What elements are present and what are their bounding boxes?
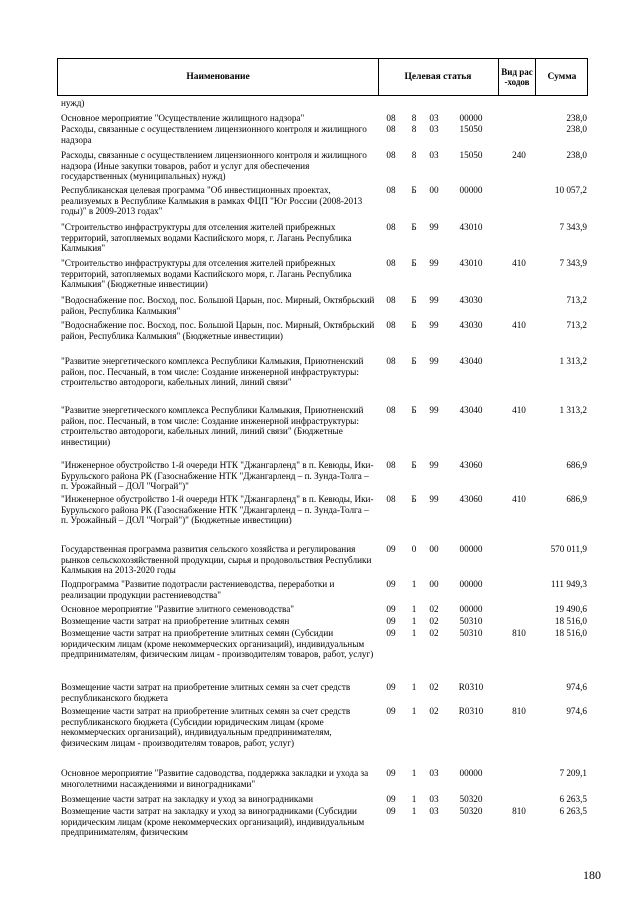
- row-code-a: 08: [386, 258, 396, 268]
- row-vid: 410: [512, 494, 526, 504]
- row-code-c: 99: [429, 295, 439, 305]
- row-code-d: 00000: [459, 113, 483, 123]
- row-code-a: 08: [386, 185, 396, 195]
- row-code-b: Б: [411, 320, 417, 330]
- row-code-a: 09: [386, 544, 396, 554]
- row-vid: 810: [512, 628, 526, 638]
- row-code-d: 43030: [459, 320, 483, 330]
- table-header: [57, 58, 588, 96]
- row-code-a: 08: [386, 460, 396, 470]
- row-code-d: 43010: [459, 258, 483, 268]
- row-sum: 10 057,2: [554, 185, 587, 195]
- row-code-c: 02: [429, 628, 439, 638]
- row-sum: 7 343,9: [559, 258, 587, 268]
- row-code-b: 1: [411, 604, 417, 614]
- row-vid: 810: [512, 706, 526, 716]
- row-code-b: 1: [411, 579, 417, 589]
- row-sum: 7 209,1: [559, 768, 587, 778]
- row-code-a: 09: [386, 604, 396, 614]
- row-name: "Строительство инфраструктуры для отселения жителей прибрежных территорий, затопляемых водами Каспийского моря, г. Лагань Республика Калмыкия": [61, 222, 352, 254]
- row-code-d: 43010: [459, 222, 483, 232]
- row-vid: 410: [512, 320, 526, 330]
- row-sum: 686,9: [566, 494, 587, 504]
- row-code-a: 08: [386, 150, 396, 160]
- row-name: Возмещение части затрат на приобретение элитных семян за счет средств республиканского бюджета (Субсидии юридическим лицам (кроме некоммерческих организаций), индивидуальным предпринимателям, физическим лицам - производителям товаров, работ, услуг): [61, 706, 351, 748]
- row-code-a: 08: [386, 124, 396, 134]
- header-sum: Сумма: [547, 71, 577, 82]
- row-code-c: 99: [429, 494, 439, 504]
- row-code-c: 99: [429, 405, 439, 415]
- row-code-b: Б: [411, 405, 417, 415]
- row-sum: 1 313,2: [559, 405, 587, 415]
- row-name: "Инженерное обустройство 1-й очереди НТК "Джангарленд" в п. Кевюды, Ики-Бурульского района РК (Газоснабжение НТК "Джангарленд – п. Зунда-Толга – п. Урожайный – ДОЛ "Чограй")": [61, 460, 374, 492]
- row-code-a: 09: [386, 706, 396, 716]
- row-code-d: 00000: [459, 185, 483, 195]
- row-code-d: 43060: [459, 494, 483, 504]
- row-code-d: 00000: [459, 579, 483, 589]
- row-sum: 238,0: [566, 150, 587, 160]
- row-code-b: 1: [411, 806, 417, 816]
- row-code-d: 00000: [459, 604, 483, 614]
- row-code-d: 00000: [459, 768, 483, 778]
- row-code-c: 00: [429, 579, 439, 589]
- row-code-c: 02: [429, 616, 439, 626]
- row-code-a: 09: [386, 794, 396, 804]
- row-code-d: R0310: [458, 706, 484, 716]
- row-code-d: 43040: [459, 405, 483, 415]
- row-name: Расходы, связанные с осуществлением лицензионного контроля и жилищного надзора: [61, 124, 367, 145]
- row-code-d: 50310: [459, 616, 483, 626]
- row-name: Основное мероприятие "Развитие элитного семеноводства": [61, 604, 295, 614]
- row-code-b: 1: [411, 628, 417, 638]
- row-code-c: 03: [429, 768, 439, 778]
- row-code-a: 08: [386, 494, 396, 504]
- row-name: Возмещение части затрат на приобретение элитных семян: [61, 616, 290, 626]
- row-sum: 974,6: [566, 682, 587, 692]
- row-sum: 570 011,9: [550, 544, 587, 554]
- row-name: "Водоснабжение пос. Восход, пос. Большой Царын, пос. Мирный, Октябрьский район, Республика Калмыкия" (Бюджетные инвестиции): [61, 320, 375, 341]
- row-code-c: 99: [429, 460, 439, 470]
- row-code-d: 43040: [459, 356, 483, 366]
- row-code-d: 00000: [459, 544, 483, 554]
- row-vid: 410: [512, 405, 526, 415]
- row-sum: 713,2: [566, 320, 587, 330]
- row-name: Возмещение части затрат на закладку и уход за виноградниками (Субсидии юридическим лицам (кроме некоммерческих организаций), индивидуальным предпринимателям, физическим: [61, 806, 365, 838]
- row-code-b: 1: [411, 794, 417, 804]
- row-code-b: Б: [411, 258, 417, 268]
- row-code-b: 0: [411, 544, 417, 554]
- row-code-b: Б: [411, 356, 417, 366]
- row-code-d: 15050: [459, 124, 483, 134]
- row-name: "Водоснабжение пос. Восход, пос. Большой Царын, пос. Мирный, Октябрьский район, Республика Калмыкия": [61, 295, 375, 316]
- row-code-a: 09: [386, 616, 396, 626]
- row-name: "Развитие энергетического комплекса Республики Калмыкия, Приютненский район, пос. Песчаный, в том числе: Создание инженерной инфраструктуры: строительство автодороги, кабельных линий, линий связи": [61, 356, 364, 388]
- row-code-c: 03: [429, 806, 439, 816]
- row-sum: 18 516,0: [554, 628, 587, 638]
- row-code-d: R0310: [458, 682, 484, 692]
- row-vid: 410: [512, 258, 526, 268]
- row-code-c: 99: [429, 356, 439, 366]
- row-code-b: 8: [411, 113, 417, 123]
- row-code-d: 43060: [459, 460, 483, 470]
- row-code-c: 03: [429, 113, 439, 123]
- row-name: "Развитие энергетического комплекса Республики Калмыкия, Приютненский район, пос. Песчаный, в том числе: Создание инженерной инфраструктуры: строительство автодороги, кабельных линий, линий связи" (Бюджетные инвестиции): [61, 405, 364, 447]
- row-code-c: 02: [429, 706, 439, 716]
- row-code-d: 50310: [459, 628, 483, 638]
- row-code-c: 00: [429, 185, 439, 195]
- row-sum: 1 313,2: [559, 356, 587, 366]
- row-sum: 111 949,3: [550, 579, 587, 589]
- row-sum: 6 263,5: [559, 806, 587, 816]
- header-name: Наименование: [186, 71, 250, 82]
- row-code-d: 50320: [459, 806, 483, 816]
- row-code-a: 09: [386, 682, 396, 692]
- row-sum: 6 263,5: [559, 794, 587, 804]
- row-name: Расходы, связанные с осуществлением лицензионного контроля и жилищного надзора (Иные закупки товаров, работ и услуг для обеспечения государственных (муниципальных) нужд): [61, 150, 367, 182]
- row-code-c: 02: [429, 682, 439, 692]
- row-code-b: 8: [411, 150, 417, 160]
- row-code-a: 08: [386, 405, 396, 415]
- header-target: Целевая статья: [404, 71, 472, 82]
- page-number: 180: [583, 868, 601, 882]
- row-code-d: 43030: [459, 295, 483, 305]
- row-code-c: 03: [429, 150, 439, 160]
- row-name: Возмещение части затрат на приобретение элитных семян за счет средств республиканского бюджета: [61, 682, 351, 703]
- row-code-b: 8: [411, 124, 417, 134]
- row-code-a: 09: [386, 768, 396, 778]
- row-code-a: 08: [386, 113, 396, 123]
- row-name: Государственная программа развития сельского хозяйства и регулирования рынков сельскохозяйственной продукции, сырья и продовольствия Республики Калмыкия на 2013-2020 годы: [61, 544, 372, 576]
- row-name: "Строительство инфраструктуры для отселения жителей прибрежных территорий, затопляемых водами Каспийского моря, г. Лагань Республика Калмыкия" (Бюджетные инвестиции): [61, 258, 352, 290]
- row-code-c: 03: [429, 794, 439, 804]
- row-sum: 7 343,9: [559, 222, 587, 232]
- row-code-b: 1: [411, 616, 417, 626]
- row-sum: 974,6: [566, 706, 587, 716]
- row-name: Основное мероприятие "Осуществление жилищного надзора": [61, 113, 305, 123]
- row-code-b: Б: [411, 494, 417, 504]
- row-code-b: 1: [411, 682, 417, 692]
- row-code-d: 50320: [459, 794, 483, 804]
- row-code-c: 00: [429, 544, 439, 554]
- row-code-a: 08: [386, 295, 396, 305]
- row-code-b: 1: [411, 768, 417, 778]
- row-sum: 713,2: [566, 295, 587, 305]
- row-name: Возмещение части затрат на приобретение элитных семян (Субсидии юридическим лицам (кроме некоммерческих организаций), индивидуальным предпринимателям, физическим лицам - производителям товаров, работ, услуг): [61, 628, 374, 660]
- row-code-b: Б: [411, 295, 417, 305]
- row-name: Основное мероприятие "Развитие садоводства, поддержка закладки и ухода за многолетними насаждениями и виноградниками": [61, 768, 369, 789]
- row-sum: 238,0: [566, 113, 587, 123]
- row-code-a: 09: [386, 579, 396, 589]
- row-name: "Инженерное обустройство 1-й очереди НТК "Джангарленд" в п. Кевюды, Ики-Бурульского района РК (Газоснабжение НТК "Джангарленд – п. Зунда-Толга – п. Урожайный – ДОЛ "Чограй")" (Бюджетные инвестиции): [61, 494, 374, 526]
- row-name: Республиканская целевая программа "Об инвестиционных проектах, реализуемых в Республике Калмыкия в рамках ФЦП "Юг России (2008-2013 годы)" в 2009-2013 годах": [61, 185, 363, 217]
- row-code-b: Б: [411, 460, 417, 470]
- row-sum: 686,9: [566, 460, 587, 470]
- row-code-d: 15050: [459, 150, 483, 160]
- row-code-c: 03: [429, 124, 439, 134]
- row-code-a: 09: [386, 806, 396, 816]
- row-code-b: Б: [411, 222, 417, 232]
- row-vid: 810: [512, 806, 526, 816]
- row-code-c: 99: [429, 258, 439, 268]
- row-code-c: 02: [429, 604, 439, 614]
- row-name: Возмещение части затрат на закладку и уход за виноградниками: [61, 794, 314, 804]
- row-code-c: 99: [429, 320, 439, 330]
- row-code-b: 1: [411, 706, 417, 716]
- row-sum: 19 490,6: [554, 604, 587, 614]
- row-code-a: 08: [386, 356, 396, 366]
- row-sum: 238,0: [566, 124, 587, 134]
- row-code-b: Б: [411, 185, 417, 195]
- row-code-a: 09: [386, 628, 396, 638]
- row-name: нужд): [61, 98, 85, 108]
- row-code-a: 08: [386, 320, 396, 330]
- row-name: Подпрограмма "Развитие подотрасли растениеводства, переработки и реализации продукции растениеводства": [61, 579, 335, 600]
- row-sum: 18 516,0: [554, 616, 587, 626]
- header-vid: Вид рас-ходов: [501, 67, 533, 87]
- row-code-c: 99: [429, 222, 439, 232]
- row-vid: 240: [512, 150, 526, 160]
- row-code-a: 08: [386, 222, 396, 232]
